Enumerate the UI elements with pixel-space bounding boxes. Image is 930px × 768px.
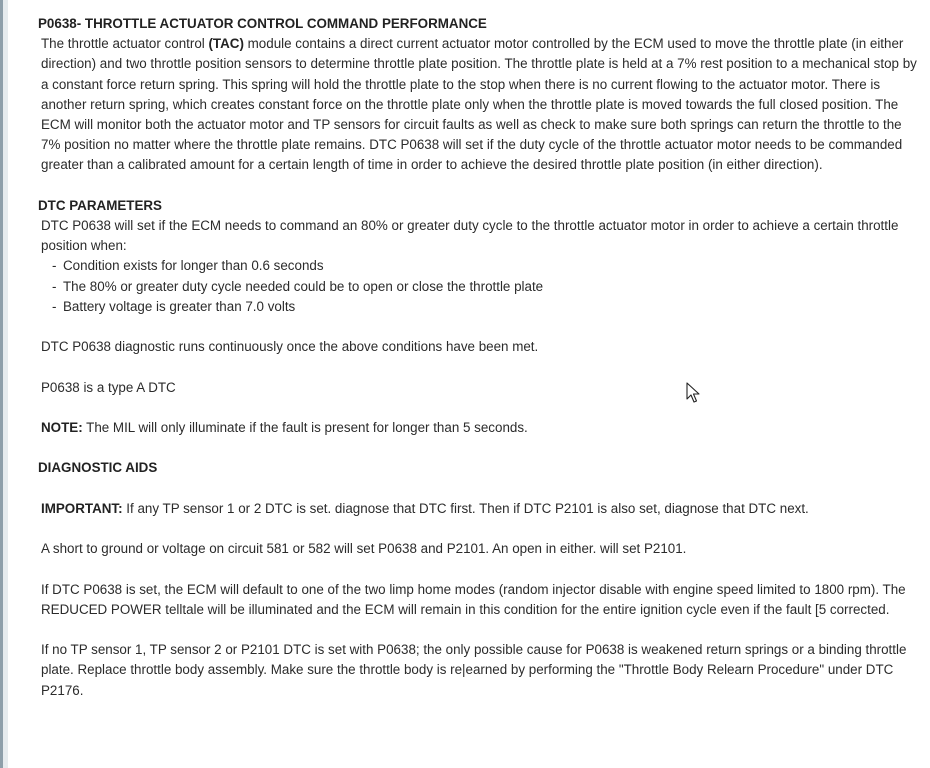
spacer (38, 398, 922, 418)
list-item: - Battery voltage is greater than 7.0 volts (38, 297, 922, 317)
mouse-pointer-icon (686, 382, 700, 404)
dtc-parameters-text: DTC P0638 will set if the ECM needs to command an 80% or greater duty cycle to the throttle actuator motor in order to achieve a certain throttle position when: (41, 218, 899, 254)
spacer (38, 357, 922, 377)
list-item: - The 80% or greater duty cycle needed could be to open or close the throttle plate (38, 277, 922, 297)
page-edge-shade (3, 0, 8, 768)
spacer (38, 317, 922, 337)
spacer (38, 620, 922, 640)
page-title: P0638- THROTTLE ACTUATOR CONTROL COMMAND PERFORMANCE (38, 16, 487, 31)
important-paragraph (38, 499, 922, 519)
limp-mode-text: If DTC P0638 is set, the ECM will default to one of the two limp home modes (random injector disable with engine speed limited to 1800 rpm). The REDUCED POWER telltale will be illuminated and the ECM will remain in this condition for the entire ignition cycle even if the fault [5 corrected. (41, 581, 906, 617)
list-item-text: Condition exists for longer than 0.6 seconds (63, 258, 324, 274)
spacer (38, 519, 922, 539)
important-text: If any TP sensor 1 or 2 DTC is set. diagnose that DTC first. Then if DTC P2101 is also set, diagnose that DTC next. (122, 500, 809, 516)
intro-paragraph (38, 34, 922, 175)
document-body (38, 14, 922, 701)
intro-tac-abbrev: (TAC) (208, 36, 244, 52)
continuous-text: DTC P0638 diagnostic runs continuously once the above conditions have been met. (41, 339, 539, 355)
important-label: IMPORTANT: (41, 500, 123, 516)
spacer (38, 176, 922, 196)
replace-text: If no TP sensor 1, TP sensor 2 or P2101 DTC is set with P0638; the only possible cause for P0638 is weakened return springs or a binding throttle plate. Replace throttle body assembly. Make sure the throttle body is re|earned by performing the "Throttle Body Relearn Procedure" under DTC P2176. (41, 642, 907, 698)
diagnostic-aids-heading: DIAGNOSTIC AIDS (38, 460, 158, 476)
spacer (38, 438, 922, 458)
list-item: - Condition exists for longer than 0.6 seconds (38, 256, 922, 276)
intro-text-2: module contains a direct current actuator motor controlled by the ECM used to move the throttle plate (in either direction) and two throttle position sensors to determine throttle plate position. The throttle plate is held at a 7% rest position to a mechanical stop by a constant force return spring. This spring will hold the throttle plate to the stop when there is no current flowing to the actuator motor. There is another return spring, which creates constant force on the throttle plate only when the throttle plate is moved towards the full closed position. The ECM will monitor both the actuator motor and TP sensors for circuit faults as well as check to make sure both springs can return the throttle to the 7% position no matter where the throttle plate remains. DTC P0638 will set if the duty cycle of the throttle actuator motor needs to be commanded greater than a calibrated amount for a certain length of time in order to achieve the desired throttle plate position (in either direction). (41, 36, 917, 173)
dtc-parameters-heading: DTC PARAMETERS (38, 197, 162, 213)
spacer (38, 479, 922, 499)
dtc-type-text: P0638 is a type A DTC (41, 379, 176, 395)
intro-text-1: The throttle actuator control (41, 36, 209, 52)
note-label: NOTE: (41, 420, 83, 435)
spacer (38, 559, 922, 579)
list-item-text: Battery voltage is greater than 7.0 volts (63, 298, 296, 314)
short-circuit-text: A short to ground or voltage on circuit 581 or 582 will set P0638 and P2101. An open in either. will set P2101. (41, 541, 687, 557)
list-item-text: The 80% or greater duty cycle needed could be to open or close the throttle plate (63, 278, 544, 294)
dtc-conditions-list (38, 256, 922, 317)
note-paragraph (38, 418, 922, 438)
note-text: The MIL will only illuminate if the fault is present for longer than 5 seconds. (82, 420, 528, 435)
